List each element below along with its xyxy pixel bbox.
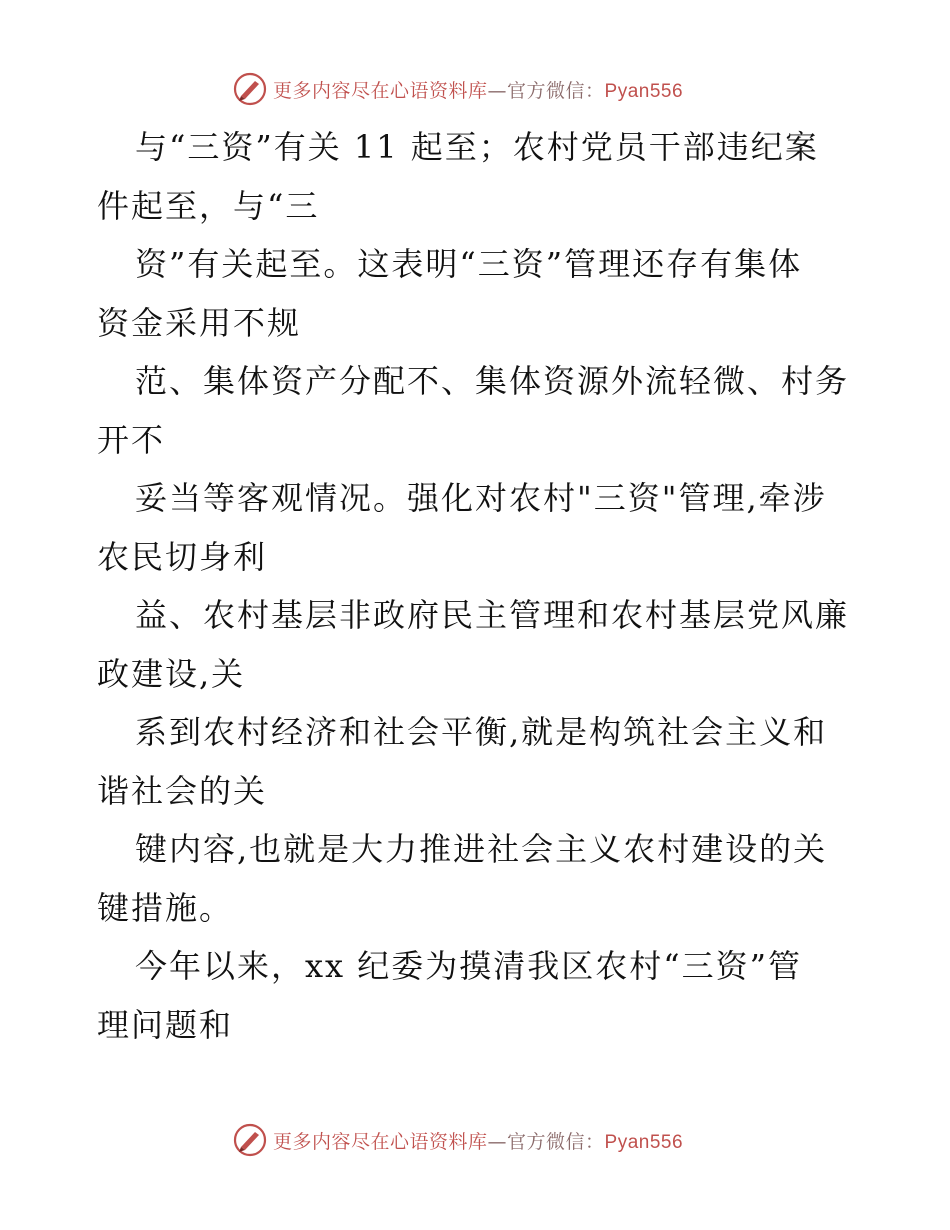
text-line: 系到农村经济和社会平衡,就是构筑社会主义和 <box>135 713 828 751</box>
text-line: 农民切身利 <box>97 537 268 576</box>
text-line: 今年以来，xx 纪委为摸清我区农村“三资”管 <box>135 947 802 985</box>
header-watermark-banner <box>233 72 753 106</box>
text-line: 键措施。 <box>97 888 234 927</box>
pen-logo-icon <box>233 72 267 106</box>
text-line: 资”有关起至。这表明“三资”管理还存有集体 <box>135 245 803 283</box>
text-line: 资金采用不规 <box>97 303 302 342</box>
text-line: 与“三资”有关 11 起至；农村党员干部违纪案 <box>135 128 819 166</box>
text-line: 理问题和 <box>97 1005 234 1044</box>
text-line: 开不 <box>97 420 166 459</box>
text-line: 妥当等客观情况。强化对农村"三资"管理,牵涉 <box>135 479 827 517</box>
document-body <box>97 118 867 1054</box>
text-line: 件起至，与“三 <box>97 186 320 225</box>
pen-logo-icon <box>233 1123 267 1157</box>
footer-watermark-text: 更多内容尽在心语资料库—官方微信：Pyan556 <box>273 1130 684 1153</box>
text-line: 谐社会的关 <box>97 771 268 810</box>
footer-watermark-banner <box>233 1123 753 1157</box>
text-line: 键内容,也就是大力推进社会主义农村建设的关 <box>135 830 828 868</box>
header-watermark-text: 更多内容尽在心语资料库—官方微信：Pyan556 <box>273 79 684 102</box>
text-line: 范、集体资产分配不、集体资源外流轻微、村务 <box>135 362 850 400</box>
text-line: 政建设,关 <box>97 654 246 693</box>
text-line: 益、农村基层非政府民主管理和农村基层党风廉 <box>135 596 850 634</box>
